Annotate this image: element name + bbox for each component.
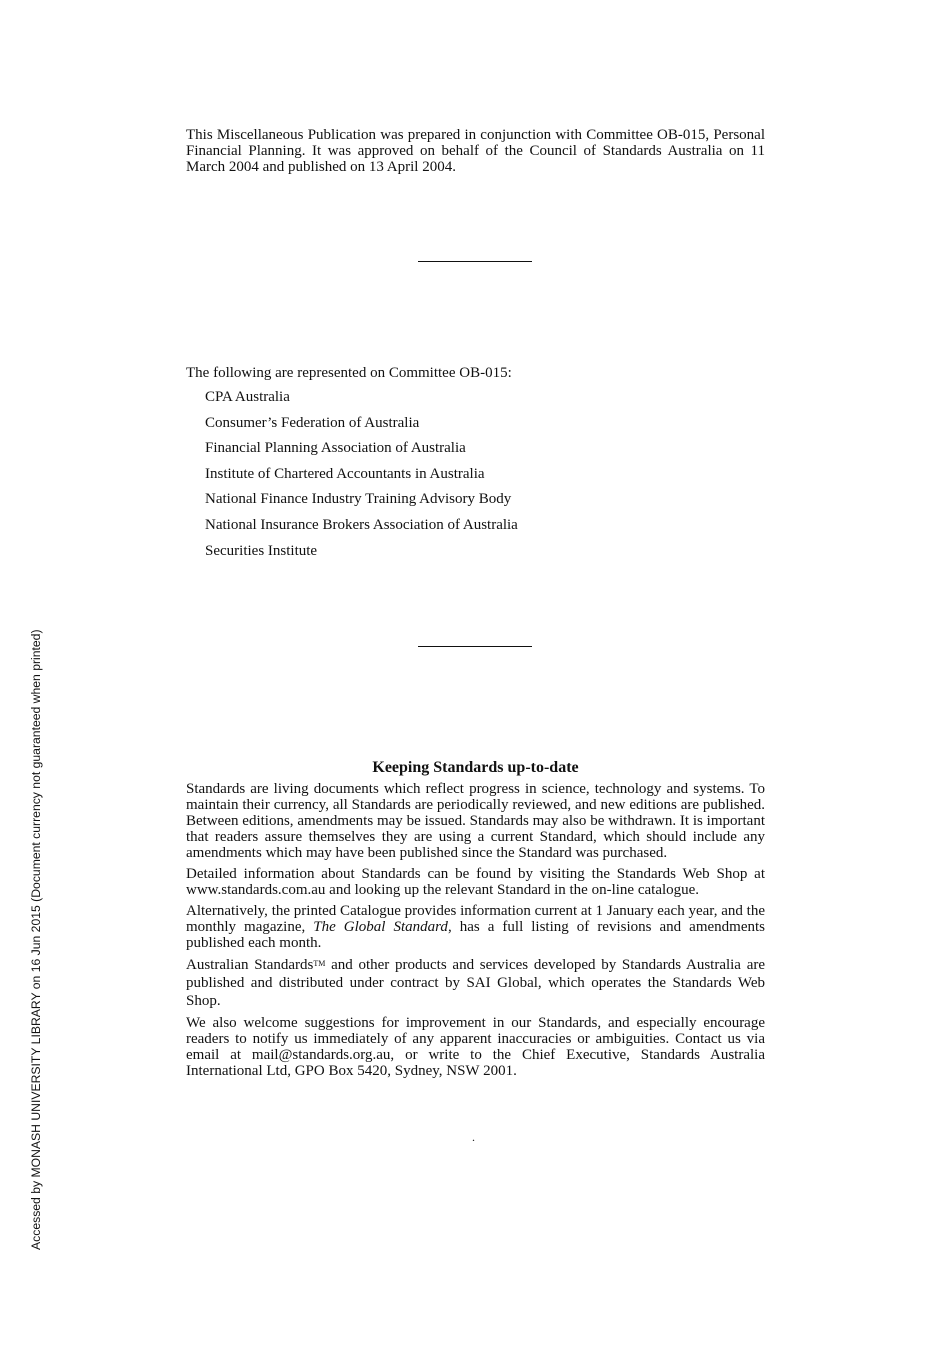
committee-member: Institute of Chartered Accountants in Australia [205,465,485,482]
committee-intro: The following are represented on Committee OB-015: [186,365,512,381]
committee-member: National Insurance Brokers Association of Australia [205,516,518,533]
committee-member: Securities Institute [205,542,318,559]
committee-member: CPA Australia [205,389,290,405]
page-dot: . [472,1130,475,1144]
paragraph-sai-global [186,956,765,1010]
committee-member: Consumer’s Federation of Australia [205,414,420,431]
keeping-standards-body [186,781,765,1084]
paragraph-web-shop: Detailed information about Standards can be found by visiting the Standards Web Shop at www.standards.com.au and looking up the relevant Standard in the on-line catalogue. [186,866,765,898]
paragraph-catalogue [186,903,765,951]
approval-note: This Miscellaneous Publication was prepared in conjunction with Committee OB-015, Personal Financial Planning. It was approved on behalf of the Council of Standards Australia on 11 March 2004 and published on 13 April 2004. [186,127,765,175]
paragraph-text: , has a full listing of revisions and amendments published each month. [186,919,765,951]
paragraph-suggestions: We also welcome suggestions for improvement in our Standards, and especially encourage readers to notify us immediately of any apparent inaccuracies or ambiguities. Contact us via email at mail@standards.org.au, or write to the Chief Executive, Standards Australia International Ltd, GPO Box 5420, Sydney, NSW 2001. [186,1015,765,1079]
trademark-mark: TM [313,959,326,968]
section-divider [418,646,532,647]
paragraph-text: Australian Standards [186,957,314,973]
paragraph-text: and other products and services developed by Standards Australia are published and distributed under contract by SAI Global, which operates the Standards Web Shop. [186,957,766,1009]
section-heading: Keeping Standards up-to-date [372,759,579,776]
paragraph-living-documents: Standards are living documents which reflect progress in science, technology and systems. To maintain their currency, all Standards are periodically reviewed, and new editions are published. Between editions, amendments may be issued. Standards may also be withdrawn. It is important that readers assure themselves they are using a current Standard, which should include any amendments which may have been published since the Standard was purchased. [186,781,765,861]
paragraph-text: Alternatively, the printed Catalogue provides information current at 1 January each year, and the monthly magazine, [186,903,765,935]
committee-member-list [205,389,518,568]
access-watermark: Accessed by MONASH UNIVERSITY LIBRARY on 16 Jun 2015 (Document currency not guaranteed when printed) [29,629,43,1250]
committee-member: Financial Planning Association of Australia [205,440,466,457]
section-divider [418,261,532,262]
committee-member: National Finance Industry Training Advisory Body [205,491,512,508]
magazine-title: The Global Standard [313,919,448,935]
